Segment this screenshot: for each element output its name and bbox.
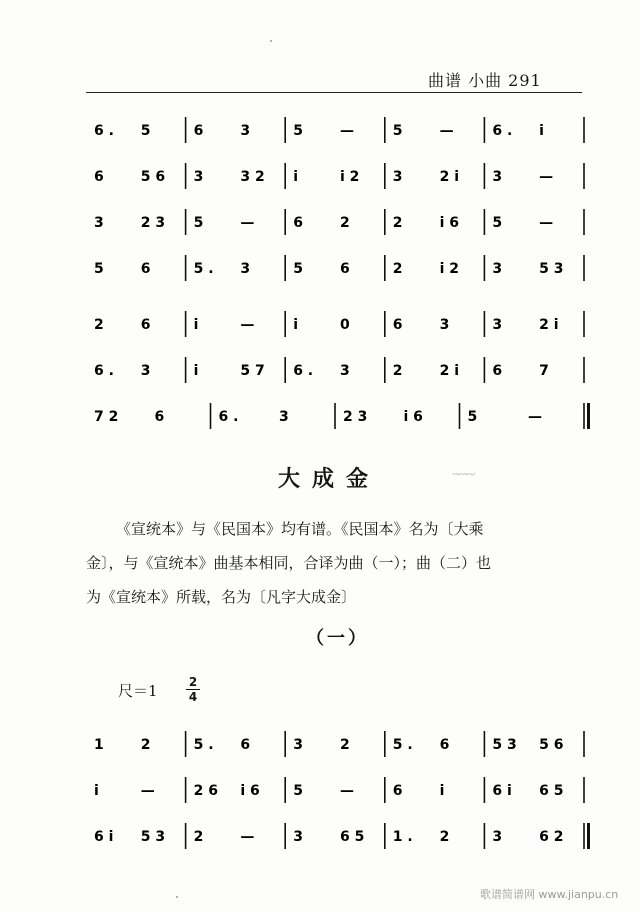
score-line (86, 778, 584, 804)
note-group: — (140, 783, 155, 799)
note-group: 3 (339, 363, 350, 379)
time-signature (186, 676, 200, 703)
note-group: 1 (94, 737, 104, 753)
score-svg (86, 118, 584, 144)
score-svg (86, 358, 584, 384)
note-group: 5 (293, 123, 303, 139)
note-group: 3 (140, 363, 151, 379)
note-group: 6 . (94, 123, 114, 139)
note-group: i (193, 363, 199, 379)
note-group: 2 (193, 829, 204, 845)
note-group: — (539, 215, 554, 231)
note-group: 5 . (193, 737, 214, 753)
note-group: 5 6 (539, 737, 564, 753)
intro-line: 为《宣统本》所载，名为〔凡字大成金〕 (86, 588, 357, 606)
header-rule (86, 92, 582, 93)
note-group: i (539, 123, 544, 139)
note-group: 5 . (392, 737, 413, 753)
score-svg (86, 312, 584, 338)
note-group: 3 (492, 261, 503, 277)
note-group: 6 i (492, 783, 512, 799)
note-group: 2 i (439, 169, 460, 185)
score-svg (86, 778, 584, 804)
note-group: 3 2 (240, 169, 265, 185)
note-group: 6 (392, 783, 403, 799)
note-group: — (339, 123, 354, 139)
print-speck: ·~·~·-· (452, 470, 475, 480)
note-group: 5 . (193, 261, 214, 277)
piece-title: 大成金 (278, 466, 381, 492)
note-group: 3 (293, 737, 303, 753)
note-group: 6 (392, 317, 403, 333)
note-group: — (240, 317, 255, 333)
score-line (86, 256, 584, 282)
score-line (86, 210, 584, 236)
note-group: i (293, 317, 299, 333)
note-group: 3 (492, 829, 503, 845)
note-group: 3 (94, 215, 104, 231)
note-group: i (439, 783, 445, 799)
note-group: 2 i (539, 317, 559, 333)
note-group: 6 (140, 261, 151, 277)
note-group: — (527, 409, 542, 425)
score-svg (86, 256, 584, 282)
note-group: 2 (94, 317, 104, 333)
note-group: 2 (439, 829, 450, 845)
note-group: 6 . (492, 123, 513, 139)
note-group: 5 (492, 215, 503, 231)
note-group: 6 2 (539, 829, 564, 845)
score-line (86, 164, 584, 190)
note-group: 7 2 (94, 409, 119, 425)
print-speck (176, 896, 178, 898)
note-group: i 2 (439, 261, 460, 277)
note-group: 3 (278, 409, 289, 425)
note-group: 3 (193, 169, 204, 185)
note-group: 2 3 (343, 409, 368, 425)
time-numerator: 2 (188, 675, 198, 689)
time-denominator: 4 (188, 690, 198, 704)
note-group: 2 (339, 737, 350, 753)
note-group: 5 3 (492, 737, 517, 753)
score-line (86, 118, 584, 144)
note-group: 6 5 (539, 783, 564, 799)
note-group: 5 6 (140, 169, 166, 185)
note-group: 6 (339, 261, 350, 277)
note-group: 5 (193, 215, 204, 231)
note-group: — (539, 169, 554, 185)
note-group: 2 (339, 215, 350, 231)
note-group: 5 (467, 409, 478, 425)
note-group: i 6 (439, 215, 460, 231)
running-header: 曲谱 小曲 291 (428, 71, 542, 90)
note-group: 2 (392, 215, 403, 231)
note-group: 6 . (94, 363, 114, 379)
note-group: 5 (392, 123, 403, 139)
note-group: 2 (392, 261, 403, 277)
note-group: 5 (140, 123, 151, 139)
score-line (86, 732, 584, 758)
note-group: — (339, 783, 354, 799)
score-line (86, 824, 584, 850)
note-group: 6 (193, 123, 204, 139)
score-svg (86, 824, 584, 850)
score-line (86, 312, 584, 338)
note-group: 6 (240, 737, 251, 753)
note-group: 6 (293, 215, 303, 231)
note-group: 5 (293, 783, 303, 799)
note-group: 3 (293, 829, 303, 845)
note-group: 3 (392, 169, 403, 185)
note-group: 6 (154, 409, 165, 425)
intro-line: 《宣统本》与《民国本》均有谱。《民国本》名为〔大乘 (116, 520, 484, 538)
note-group: — (439, 123, 454, 139)
note-group: 6 (439, 737, 450, 753)
score-line (86, 358, 584, 384)
note-group: i 6 (240, 783, 260, 799)
note-group: — (240, 829, 255, 845)
note-group: 6 . (293, 363, 314, 379)
note-group: i (94, 783, 99, 799)
note-group: 5 (94, 261, 104, 277)
note-group: 1 . (392, 829, 413, 845)
note-group: 2 (392, 363, 403, 379)
key-signature: 尺＝1 (118, 682, 158, 700)
score-svg (86, 164, 584, 190)
note-group: 6 (140, 317, 151, 333)
note-group: i (193, 317, 199, 333)
score-line (86, 404, 584, 430)
note-group: 3 (240, 123, 251, 139)
note-group: 6 . (218, 409, 239, 425)
note-group: i 6 (403, 409, 423, 425)
note-group: 6 (492, 363, 503, 379)
note-group: 2 6 (193, 783, 218, 799)
note-group: — (240, 215, 255, 231)
score-svg (86, 732, 584, 758)
note-group: i 2 (339, 169, 360, 185)
note-group: i (293, 169, 299, 185)
note-group: 2 i (439, 363, 460, 379)
note-group: 5 (293, 261, 303, 277)
note-group: 5 3 (539, 261, 564, 277)
note-group: 6 (94, 169, 104, 185)
intro-paragraph (86, 512, 584, 614)
note-group: 3 (492, 317, 503, 333)
score-svg (86, 404, 584, 430)
score-svg (86, 210, 584, 236)
note-group: 7 (539, 363, 549, 379)
print-speck (270, 40, 272, 42)
note-group: 0 (339, 317, 350, 333)
watermark: 歌谱简谱网 www.jianpu.cn (480, 888, 619, 901)
note-group: 2 3 (140, 215, 166, 231)
final-barline (587, 823, 590, 849)
section-heading: （一） (306, 628, 369, 649)
note-group: 5 7 (240, 363, 265, 379)
note-group: 5 3 (140, 829, 166, 845)
note-group: 3 (240, 261, 251, 277)
note-group: 3 (439, 317, 450, 333)
note-group: 3 (492, 169, 503, 185)
note-group: 6 i (94, 829, 114, 845)
intro-line: 金〕，与《宣统本》曲基本相同，合译为曲（一）；曲（二）也 (86, 554, 492, 572)
final-barline (587, 403, 590, 429)
note-group: 2 (140, 737, 151, 753)
note-group: 6 5 (339, 829, 365, 845)
